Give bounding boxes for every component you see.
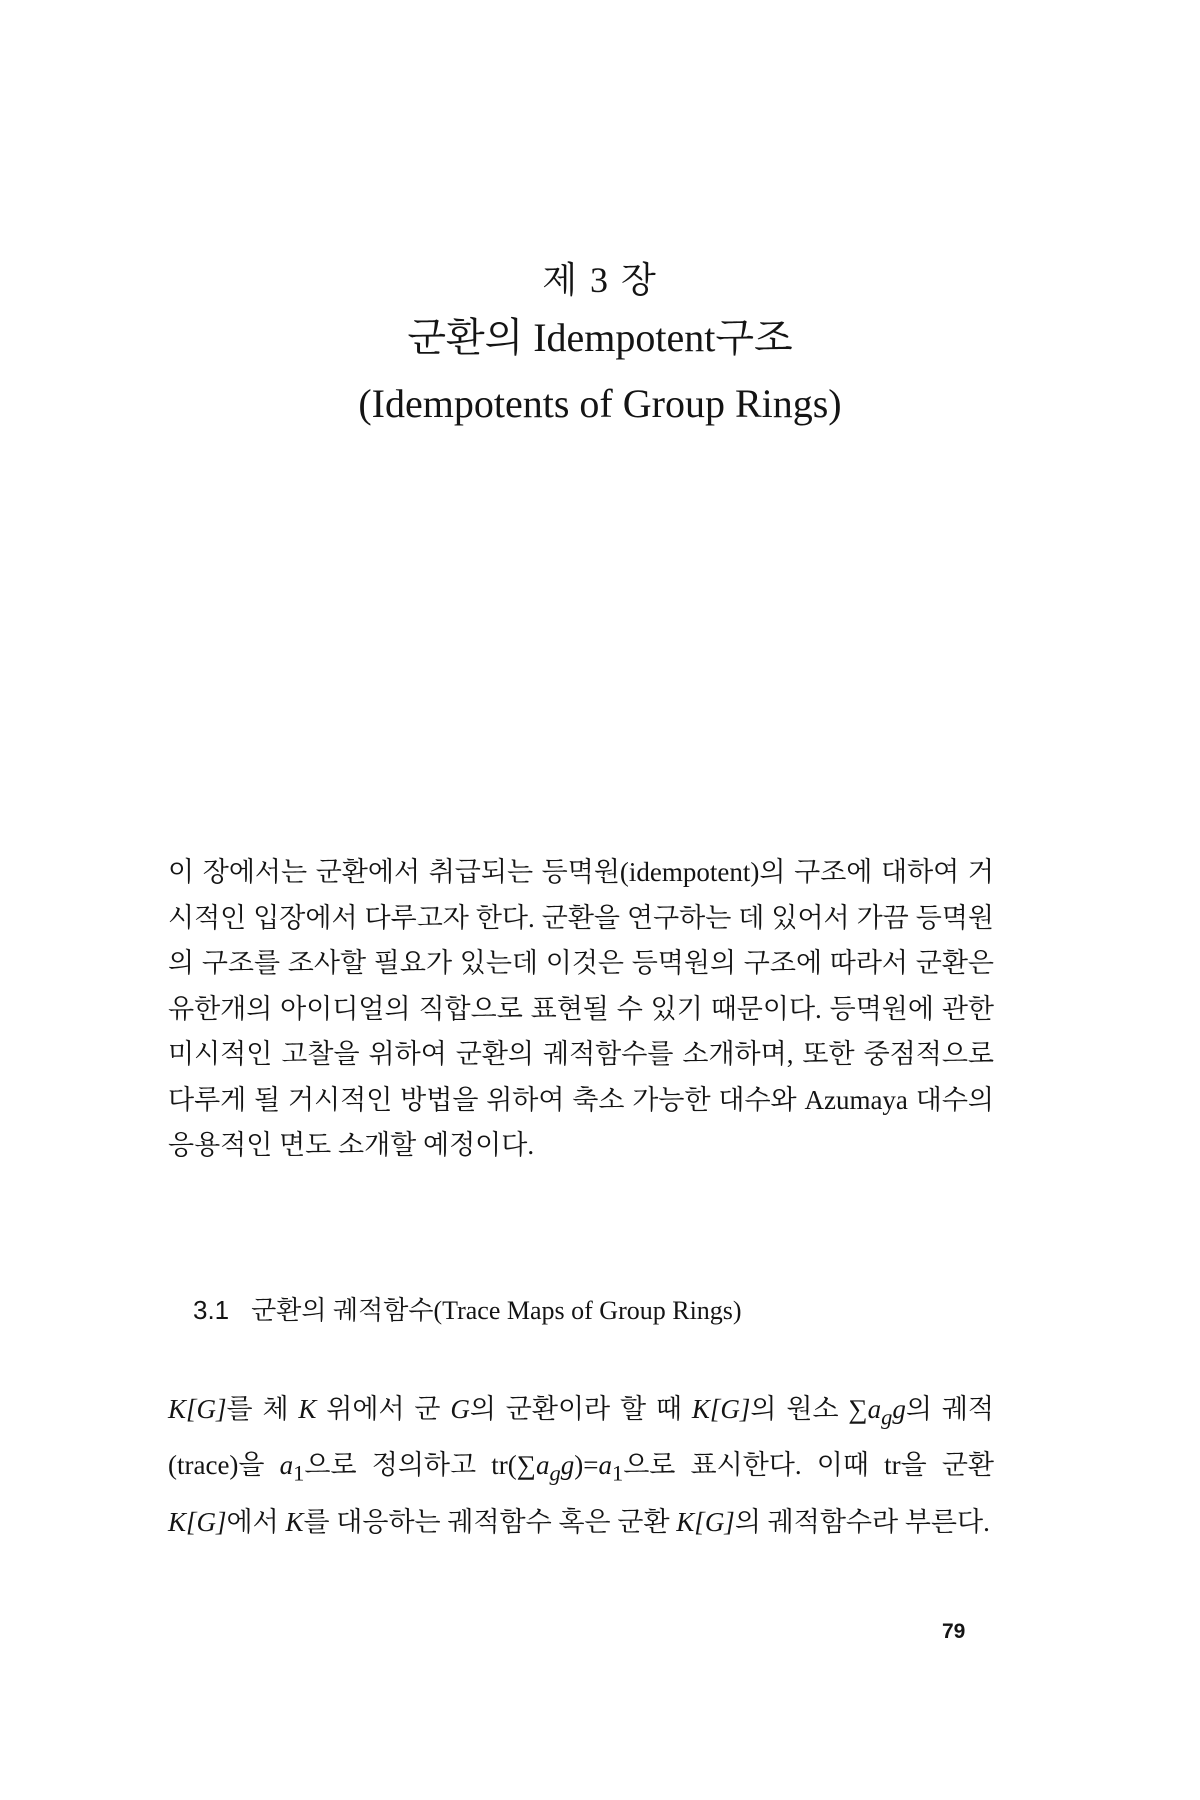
text-segment: 에서 xyxy=(226,1506,286,1537)
chapter-title-english: (Idempotents of Group Rings) xyxy=(358,381,842,426)
math-kg: K[G] xyxy=(691,1394,751,1424)
math-g: G xyxy=(450,1394,470,1424)
text-segment: 위에서 군 xyxy=(316,1394,451,1424)
math-subscript: g xyxy=(881,1404,893,1430)
math-subscript: 1 xyxy=(293,1460,305,1486)
math-kg: K[G] xyxy=(168,1506,227,1537)
text-segment: 를 체 xyxy=(226,1394,299,1424)
text-segment: 를 대응하는 궤적함수 혹은 군환 xyxy=(303,1506,677,1537)
math-sum: ∑a xyxy=(516,1450,550,1481)
chapter-number: 제 3 장 xyxy=(542,260,658,300)
math-g: g xyxy=(892,1394,906,1424)
math-subscript: g xyxy=(549,1460,561,1486)
math-sum: ∑a xyxy=(848,1394,882,1424)
text-segment: 의 궤적(trace)을 xyxy=(168,1394,995,1481)
chapter-header xyxy=(0,255,1200,437)
math-a: a xyxy=(279,1450,294,1481)
text-segment: 으로 정의하고 tr( xyxy=(304,1450,517,1481)
math-g: g xyxy=(560,1450,575,1481)
math-kg: K[G] xyxy=(676,1506,735,1537)
text-segment: )= xyxy=(574,1450,599,1481)
section-title: 군환의 궤적함수(Trace Maps of Group Rings) xyxy=(251,1296,742,1325)
math-kg: K[G] xyxy=(168,1394,227,1424)
text-segment: 의 원소 xyxy=(750,1394,849,1424)
section-number: 3.1 xyxy=(193,1295,230,1325)
intro-text: 이 장에서는 군환에서 취급되는 등멱원(idempotent)의 구조에 대하여 거시적인 입장에서 다루고자 한다. 군환을 연구하는 데 있어서 가끔 등멱원의 구조를 조사할 필요가 있는데 이것은 등멱원의 구조에 따라서 군환은 유한개의 아이디얼의 직합으로 표현될 수 있기 때문이다. 등멱원에 관한 미시적인 고찰을 위하여 군환의 궤적함수를 소개하며, 또한 중점적으로 다루게 될 거시적인 방법을 위하여 축소 가능한 대수와 Azumaya 대수의 응용적인 면도 소개할 예정이다. xyxy=(168,857,994,1160)
chapter-title: 군환의 Idempotent구조 xyxy=(407,315,793,360)
text-segment: 으로 표시한다. 이때 tr을 군환 xyxy=(623,1450,994,1481)
math-subscript: 1 xyxy=(611,1460,624,1486)
section-heading xyxy=(193,1290,742,1331)
text-segment: 의 군환이라 할 때 xyxy=(469,1394,692,1424)
text-segment: 의 궤적함수라 부른다. xyxy=(734,1506,990,1537)
math-a: a xyxy=(598,1450,612,1481)
section-paragraph xyxy=(168,1385,994,1547)
math-k: K xyxy=(298,1394,317,1424)
intro-paragraph xyxy=(168,850,994,1169)
math-k: K xyxy=(285,1506,304,1537)
page-number: 79 xyxy=(942,1620,966,1643)
